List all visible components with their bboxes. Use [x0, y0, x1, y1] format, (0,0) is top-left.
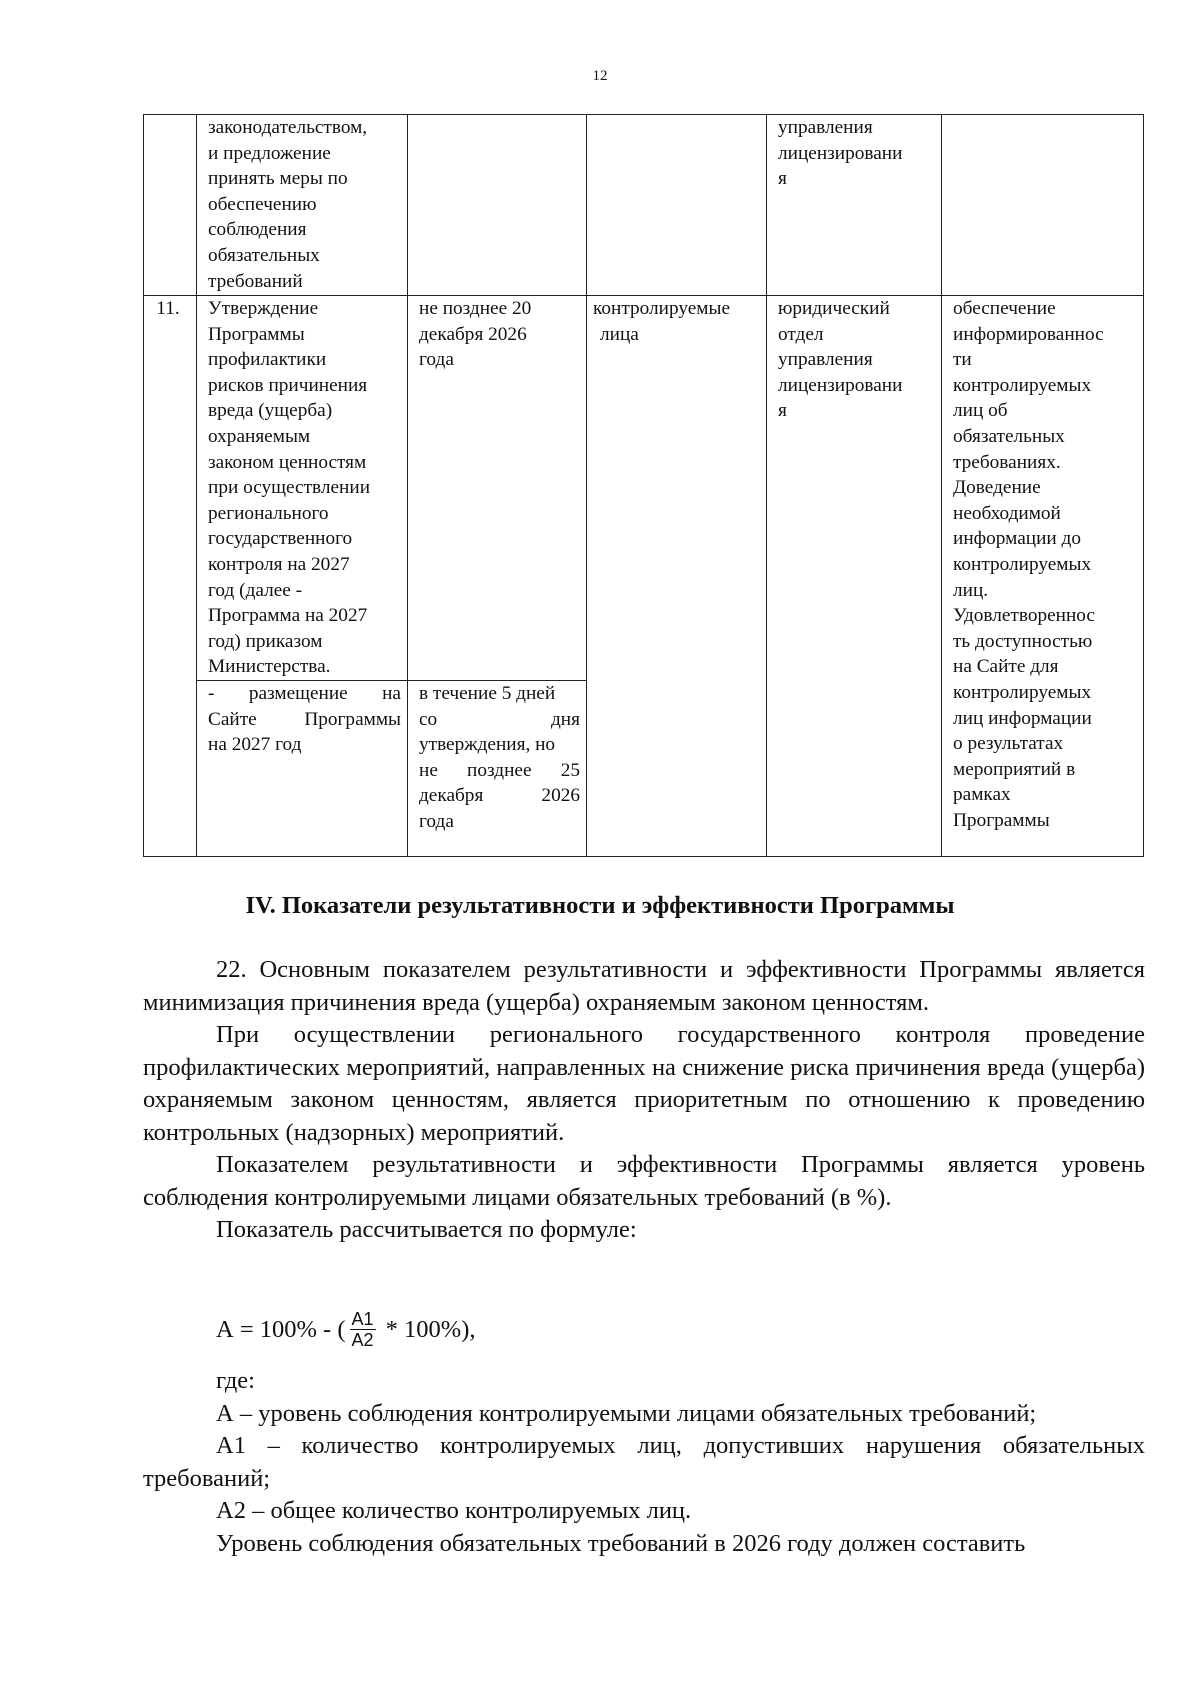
line: на Сайте для [953, 656, 1059, 678]
line: и предложение [208, 142, 331, 164]
line: управления [778, 349, 873, 371]
line: Программы [953, 809, 1050, 831]
line: ть доступностью [953, 630, 1093, 652]
line: вреда (ущерба) [208, 400, 333, 422]
paragraph-level-2026: Уровень соблюдения обязательных требований в 2026 году должен составить [216, 1529, 1026, 1557]
line: лиц. [953, 579, 989, 601]
cell-measure-11 [197, 296, 408, 681]
cell-responsible-continued [767, 115, 942, 296]
formula-right: * 100%), [379, 1315, 476, 1343]
line: информированнос [953, 323, 1104, 345]
table-row-11 [144, 296, 1144, 681]
line: Сайте Программы [208, 708, 401, 730]
line: юридический [778, 298, 890, 319]
line: года [419, 349, 454, 371]
section-title: IV. Показатели результативности и эффективности Программы [245, 892, 955, 919]
line: соблюдения [208, 219, 307, 241]
line: профилактики [208, 349, 327, 371]
line: со дня [419, 708, 580, 730]
formula [216, 1309, 475, 1350]
line: год (далее - [208, 579, 303, 601]
cell-num-11 [144, 296, 197, 857]
line: не позднее 20 [419, 298, 532, 319]
line: Утверждение [208, 298, 319, 319]
line: Министерства. [208, 656, 331, 678]
cell-measure-continued [197, 115, 408, 296]
line: лиц об [953, 400, 1008, 422]
line: не позднее 25 [419, 759, 580, 781]
line: лиц информации [953, 707, 1092, 729]
paragraph-formula-intro: Показатель рассчитывается по формуле: [216, 1216, 637, 1243]
line: требований [208, 270, 303, 292]
paragraph-indicator: Показателем результативности и эффективности Программы является уровень соблюдения контролируемыми лицами обязательных требований (в %). [143, 1151, 1145, 1211]
where-label: где: [216, 1367, 255, 1394]
formula-numerator: А1 [351, 1309, 374, 1329]
definition-a1: А1 – количество контролируемых лиц, допустивших нарушения обязательных требований; [143, 1432, 1145, 1492]
line: о результатах [953, 733, 1064, 755]
line: требованиях. [953, 451, 1061, 473]
line: контролируемых [953, 681, 1092, 703]
row-number: 11. [156, 298, 180, 319]
formula-left: А = 100% - ( [216, 1315, 346, 1343]
line: контролируемые [593, 298, 731, 319]
line: контролируемых [953, 374, 1092, 396]
cell-sub-measure [197, 680, 408, 856]
cell-responsible-11 [767, 296, 942, 857]
line: обязательных [953, 425, 1065, 447]
line: отдел [778, 323, 824, 345]
paragraph-priority: При осуществлении регионального государственного контроля проведение профилактических мероприятий, направленных на снижение риска причинения вреда (ущерба) охраняемым законом ценностям, является приоритетным по отношению к проведению контрольных (надзорных) мероприятий. [143, 1021, 1145, 1146]
cell-subjects-continued [587, 115, 767, 296]
line: утверждения, но [419, 734, 556, 756]
line: мероприятий в [953, 758, 1076, 780]
line: охраняемым [208, 425, 311, 447]
line: законодательством, [208, 117, 368, 138]
cell-result-continued [942, 115, 1144, 296]
line: обязательных [208, 244, 320, 266]
line: регионального [208, 502, 329, 524]
cell-subjects-11 [587, 296, 767, 857]
line: государственного [208, 528, 353, 550]
definition-a: А – уровень соблюдения контролируемыми лицами обязательных требований; [216, 1399, 1037, 1427]
line: я [778, 168, 787, 190]
line: года [419, 810, 454, 832]
line: обеспечение [953, 298, 1056, 319]
line: я [778, 400, 787, 422]
formula-fraction [350, 1309, 376, 1350]
line: контролируемых [953, 553, 1092, 575]
line: рамках [953, 784, 1011, 806]
cell-num-continued [144, 115, 197, 296]
measures-table [143, 114, 1144, 857]
line: Программа на 2027 [208, 605, 368, 627]
definition-a2: А2 – общее количество контролируемых лиц. [216, 1497, 692, 1524]
line: декабря 2026 [419, 323, 527, 345]
cell-result-11 [942, 296, 1144, 857]
line: обеспечению [208, 193, 317, 215]
line: информации до [953, 528, 1081, 550]
table-row-continued [144, 115, 1144, 296]
line: на 2027 год [208, 734, 302, 756]
line: лицензировани [778, 374, 903, 396]
line: контроля на 2027 [208, 553, 350, 575]
line: - размещение на [208, 682, 401, 704]
line: ти [953, 349, 972, 371]
line: законом ценностям [208, 451, 367, 473]
definitions [143, 1365, 1145, 1560]
cell-deadline-continued [408, 115, 587, 296]
line: необходимой [953, 502, 1061, 524]
line: в течение 5 дней [419, 682, 556, 704]
page-number: 12 [592, 68, 608, 84]
line: Удовлетвореннос [953, 605, 1095, 627]
cell-sub-deadline [408, 680, 587, 856]
paragraph-22: 22. Основным показателем результативности и эффективности Программы является минимизация причинения вреда (ущерба) охраняемым законом ценностям. [143, 956, 1145, 1016]
cell-deadline-11 [408, 296, 587, 681]
line: Программы [208, 323, 305, 345]
body-paragraphs [143, 954, 1145, 1247]
line: принять меры по [208, 168, 348, 190]
line: рисков причинения [208, 374, 368, 396]
line: декабря 2026 [419, 785, 580, 807]
line: год) приказом [208, 630, 323, 652]
line: лица [600, 323, 639, 345]
line: лицензировани [778, 142, 903, 164]
formula-denominator: А2 [351, 1330, 374, 1350]
line: при осуществлении [208, 477, 371, 499]
line: управления [778, 117, 873, 138]
line: Доведение [953, 477, 1041, 499]
